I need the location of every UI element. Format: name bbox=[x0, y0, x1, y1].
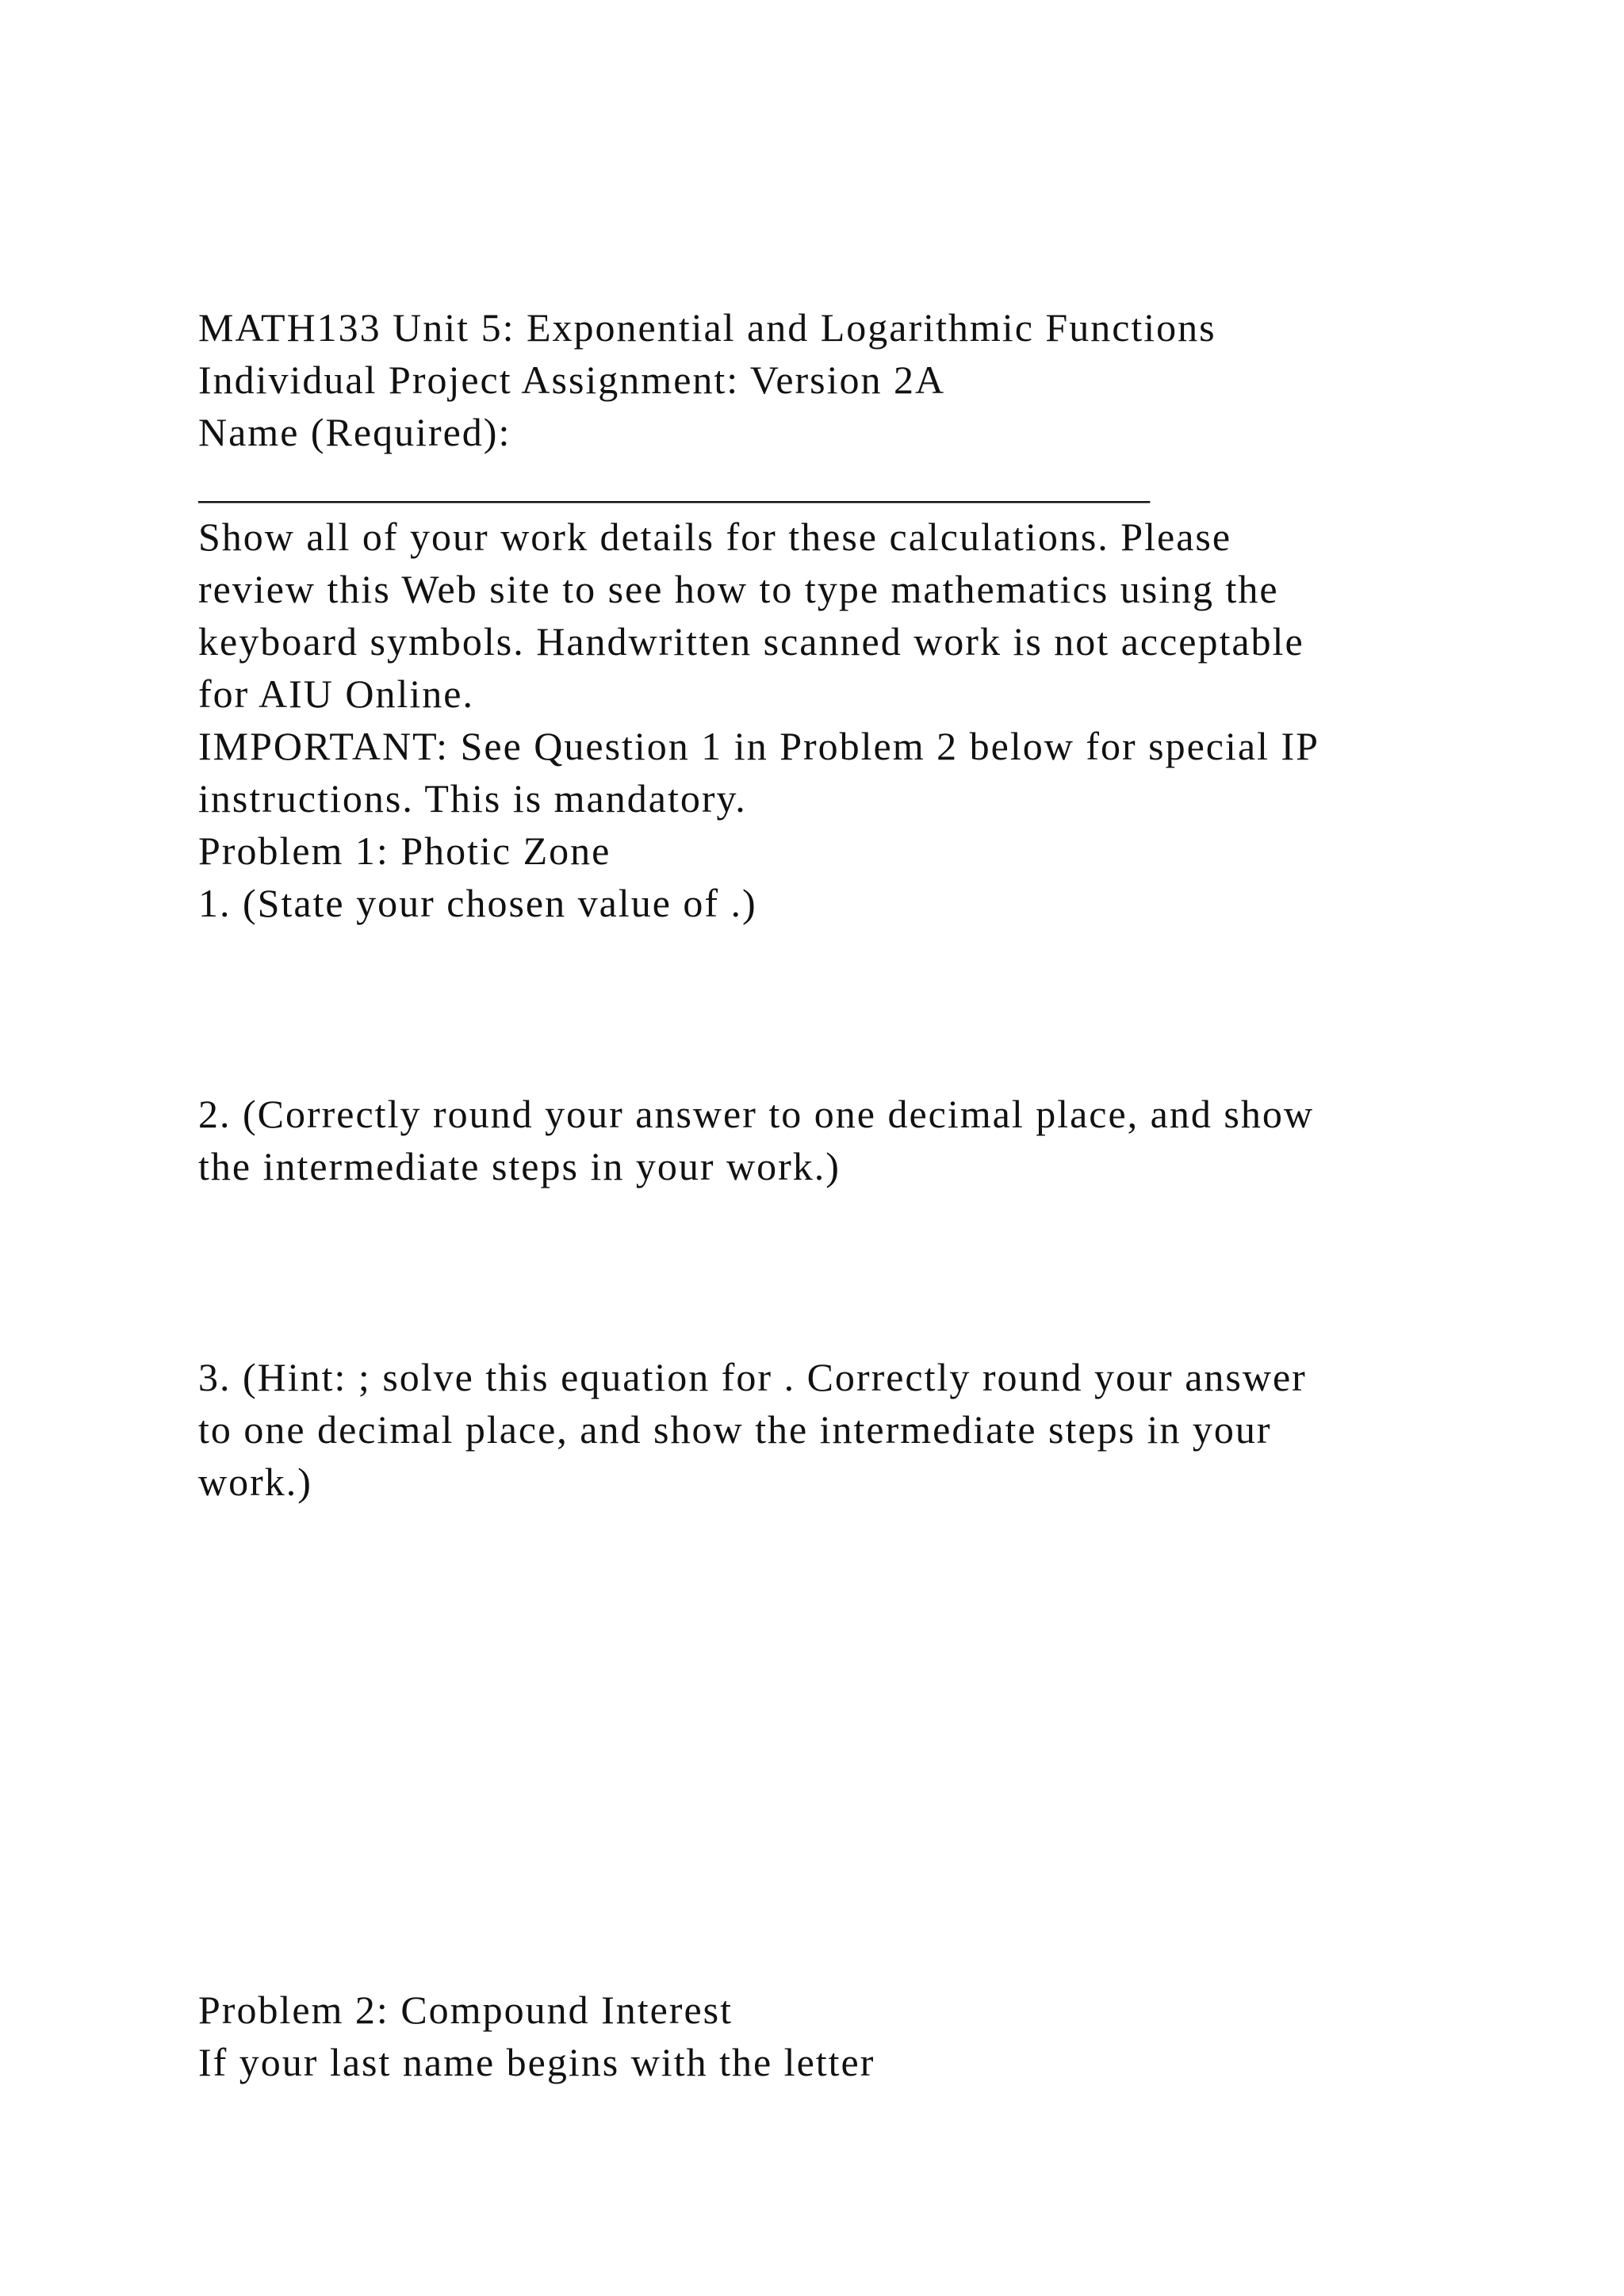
answer-space-q3 bbox=[198, 1508, 1435, 1984]
important-note-line: instructions. This is mandatory. bbox=[198, 776, 747, 821]
assignment-title: Individual Project Assignment: Version 2A bbox=[198, 358, 946, 402]
important-note-line: IMPORTANT: See Question 1 in Problem 2 below for special IP bbox=[198, 724, 1320, 768]
problem2-heading: Problem 2: Compound Interest bbox=[198, 1988, 733, 2032]
problem2-intro: If your last name begins with the letter bbox=[198, 2040, 875, 2084]
problem1-question-3-line: 3. (Hint: ; solve this equation for . Correctly round your answer bbox=[198, 1355, 1307, 1399]
name-label: Name (Required): bbox=[198, 410, 511, 454]
instructions-line: Show all of your work details for these calculations. Please bbox=[198, 515, 1232, 559]
problem1-question-1: 1. (State your chosen value of .) bbox=[198, 881, 757, 925]
problem1-question-3-line: work.) bbox=[198, 1460, 312, 1504]
instructions-line: review this Web site to see how to type mathematics using the bbox=[198, 567, 1279, 611]
problem1-question-2-line: the intermediate steps in your work.) bbox=[198, 1144, 841, 1188]
name-blank-line: ________________________________________________ bbox=[198, 462, 1150, 507]
course-title: MATH133 Unit 5: Exponential and Logarithmic Functions bbox=[198, 305, 1216, 350]
answer-space-q2 bbox=[198, 1192, 1435, 1351]
answer-space-q1 bbox=[198, 929, 1435, 1088]
instructions-line: for AIU Online. bbox=[198, 672, 474, 716]
problem1-heading: Problem 1: Photic Zone bbox=[198, 828, 611, 873]
problem1-question-2-line: 2. (Correctly round your answer to one decimal place, and show bbox=[198, 1092, 1314, 1136]
document-body bbox=[198, 301, 1435, 2088]
problem1-question-3-line: to one decimal place, and show the intermediate steps in your bbox=[198, 1407, 1272, 1452]
instructions-line: keyboard symbols. Handwritten scanned work is not acceptable bbox=[198, 619, 1304, 664]
